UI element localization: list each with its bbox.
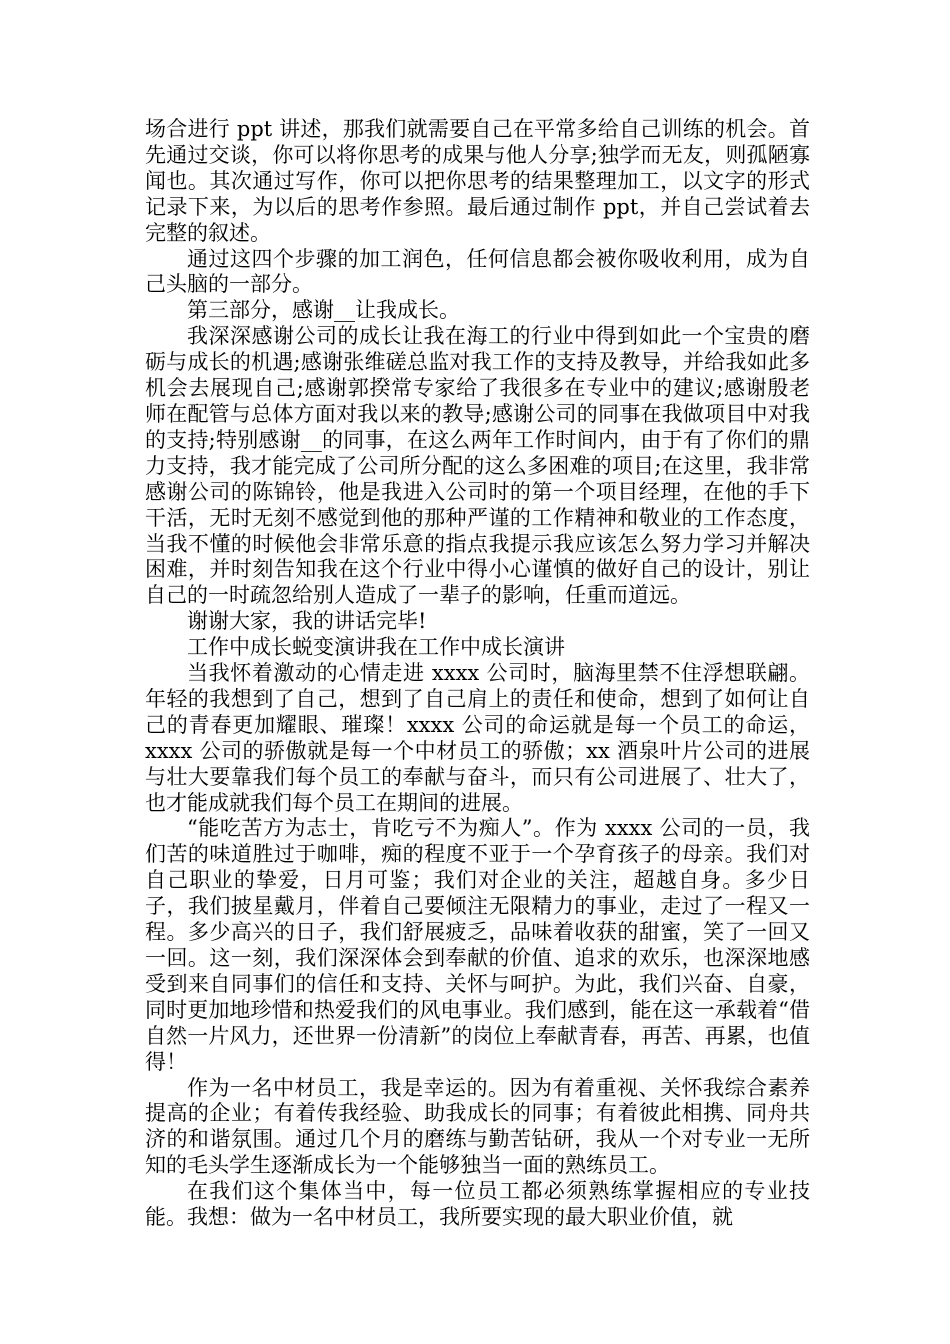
paragraph: 在我们这个集体当中，每一位员工都必须熟练掌握相应的专业技能。我想：做为一名中材员工，我所要实现的最大职业价值，就 <box>145 1179 810 1230</box>
paragraph: 我深深感谢公司的成长让我在海工的行业中得到如此一个宝贵的磨砺与成长的机遇;感谢张维磋总监对我工作的支持及教导，并给我如此多机会去展现自己;感谢郭揆常专家给了我很多在专业中的建议;感谢殷老师在配管与总体方面对我以来的教导;感谢公司的同事在我做项目中对我的支持;特别感谢__的同事，在这么两年工作时间内，由于有了你们的鼎力支持，我才能完成了公司所分配的这么多困难的项目;在这里，我非常感谢公司的陈锦铃，他是我进入公司时的第一个项目经理，在他的手下干活，无时无刻不感觉到他的那种严谨的工作精神和敬业的工作态度，当我不懂的时候他会非常乐意的指点我提示我应该怎么努力学习并解决困难，并时刻告知我在这个行业中得小心谨慎的做好自己的设计，别让自己的一时疏忽给别人造成了一辈子的影响，任重而道远。 <box>145 324 810 608</box>
paragraph: 作为一名中材员工，我是幸运的。因为有着重视、关怀我综合素养提高的企业；有着传我经验、助我成长的同事；有着彼此相携、同舟共济的和谐氛围。通过几个月的磨练与勤苦钻研，我从一个对专业一无所知的毛头学生逐渐成长为一个能够独当一面的熟练员工。 <box>145 1075 810 1178</box>
document-page <box>145 117 810 1231</box>
paragraph: 当我怀着激动的心情走进 xxxx 公司时，脑海里禁不住浮想联翩。年轻的我想到了自己，想到了自己肩上的责任和使命，想到了如何让自己的青春更加耀眼、璀璨！xxxx 公司的命运就是每一个员工的命运，xxxx 公司的骄傲就是每一个中材员工的骄傲；xx 酒泉叶片公司的进展与壮大要靠我们每个员工的奉献与奋斗，而只有公司进展了、壮大了，也才能成就我们每个员工在期间的进展。 <box>145 661 810 815</box>
paragraph: 通过这四个步骤的加工润色，任何信息都会被你吸收利用，成为自己头脑的一部分。 <box>145 246 810 297</box>
paragraph: 谢谢大家，我的讲话完毕! <box>187 609 427 634</box>
speech-title: 工作中成长蜕变演讲我在工作中成长演讲 <box>187 635 565 660</box>
paragraph: “能吃苦方为志士，肯吃亏不为痴人”。作为 xxxx 公司的一员，我们苦的味道胜过于咖啡，痴的程度不亚于一个孕育孩子的母亲。我们对自己职业的挚爱，日月可鉴；我们对企业的关注，超越自身。多少日子，我们披星戴月，伴着自己要倾注无限精力的事业，走过了一程又一程。多少高兴的日子，我们舒展疲乏，品味着收获的甜蜜，笑了一回又一回。这一刻，我们深深体会到奉献的价值、追求的欢乐，也深深地感受到来自同事们的信任和支持、关怀与呵护。为此，我们兴奋、自豪，同时更加地珍惜和热爱我们的风电事业。我们感到，能在这一承载着“借自然一片风力，还世界一份清新”的岗位上奉献青春，再苦、再累，也值得！ <box>145 816 810 1074</box>
paragraph: 场合进行 ppt 讲述，那我们就需要自己在平常多给自己训练的机会。首先通过交谈，你可以将你思考的成果与他人分享;独学而无友，则孤陋寡闻也。其次通过写作，你可以把你思考的结果整理加工，以文字的形式记录下来，为以后的思考作参照。最后通过制作 ppt，并自己尝试着去完整的叙述。 <box>145 117 810 245</box>
section-heading: 第三部分，感谢__让我成长。 <box>187 298 460 323</box>
